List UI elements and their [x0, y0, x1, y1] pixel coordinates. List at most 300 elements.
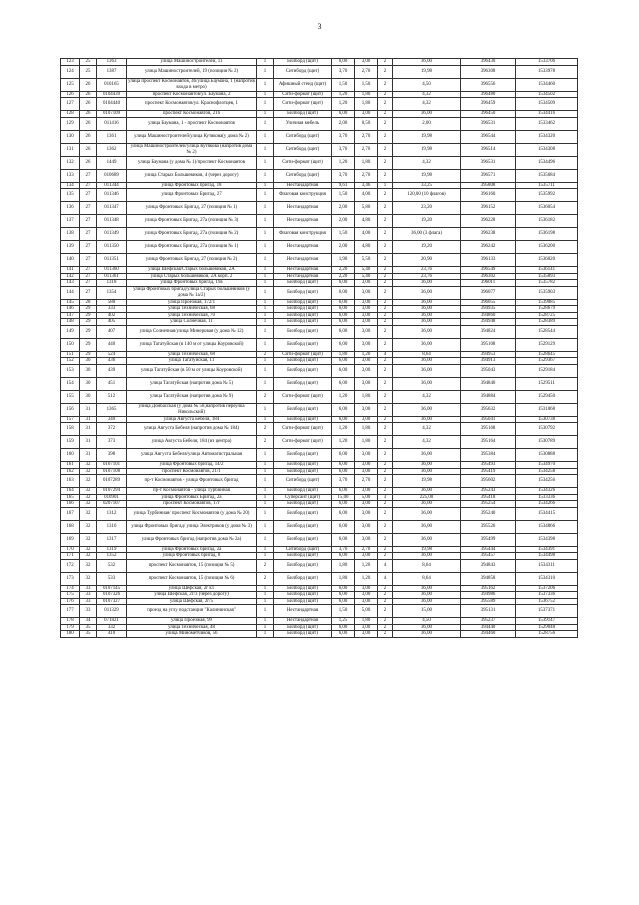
cell-structure-type: Билборд (щит)	[274, 319, 332, 326]
cell-row-number: 151	[61, 351, 80, 358]
cell-structure-id: 011346	[97, 189, 127, 202]
cell-sides-count: 1	[257, 130, 274, 143]
cell-coord-y: 1534460	[516, 78, 578, 91]
cell-row-number: 142	[61, 273, 80, 280]
cell-width: 1,20	[332, 98, 355, 111]
cell-coord-y: 1534320	[516, 130, 578, 143]
cell-row-number: 172	[61, 559, 80, 572]
cell-coord-x: 395384	[461, 449, 516, 462]
cell-structure-type: Ситиборд (щит)	[274, 143, 332, 156]
cell-width: 6,00	[332, 338, 355, 351]
cell-faces-count: 2	[378, 618, 393, 625]
cell-structure-id: 407	[97, 325, 127, 338]
cell-district-number: 27	[80, 273, 97, 280]
cell-area: 36,00	[393, 364, 461, 377]
cell-coord-y: 1533978	[516, 65, 578, 78]
cell-faces-count: 2	[378, 377, 393, 390]
cell-coord-y: 1529184	[516, 364, 578, 377]
cell-address: улица Фронтовых бригад, 2а	[127, 546, 257, 553]
cell-row-number: 171	[61, 553, 80, 560]
cell-district-number: 31	[80, 403, 97, 416]
cell-coord-y: 1534509	[516, 98, 578, 111]
cell-address: улица Минометчиков, 56	[127, 631, 257, 638]
cell-coord-x: 396152	[461, 202, 516, 215]
cell-structure-id: 402	[97, 312, 127, 319]
cell-coord-x: 395164	[461, 436, 516, 449]
cell-coord-y: 1534970	[516, 462, 578, 469]
table-row	[61, 143, 578, 156]
cell-structure-type: Нестандартная	[274, 273, 332, 280]
cell-faces-count: 2	[378, 624, 393, 631]
cell-faces-count: 1	[378, 182, 393, 189]
cell-coord-x: 395162	[461, 585, 516, 592]
cell-address: пр-т Космонавтов - улица Фронтовых бригад	[127, 475, 257, 488]
cell-faces-count: 2	[378, 403, 393, 416]
cell-address: улица Августа Бебеля, 184	[127, 416, 257, 423]
cell-structure-id: 533	[97, 572, 127, 585]
cell-sides-count: 1	[257, 78, 274, 91]
cell-area: 19,98	[393, 475, 461, 488]
cell-sides-count: 1	[257, 488, 274, 495]
cell-sides-count: 2	[257, 559, 274, 572]
cell-width: 6,00	[332, 416, 355, 423]
cell-coord-y: 1535992	[516, 189, 578, 202]
cell-district-number: 27	[80, 202, 97, 215]
cell-coord-x: 395602	[461, 475, 516, 488]
cell-district-number: 32	[80, 507, 97, 520]
cell-sides-count: 1	[257, 403, 274, 416]
cell-coord-y: 1529367	[516, 358, 578, 365]
cell-height: 3,00	[355, 338, 378, 351]
cell-height: 3,00	[355, 111, 378, 118]
cell-coord-y: 1535893	[516, 273, 578, 280]
cell-area: 36,00	[393, 306, 461, 313]
cell-faces-count: 2	[378, 267, 393, 274]
cell-width: 1,80	[332, 559, 355, 572]
cell-faces-count: 2	[378, 202, 393, 215]
cell-area: 4,32	[393, 91, 461, 98]
cell-faces-count: 2	[378, 449, 393, 462]
cell-structure-type: Нестандартная	[274, 605, 332, 618]
cell-address: улица Августа Бебеля/улица Автомагистральная	[127, 449, 257, 462]
cell-structure-id: 332	[97, 624, 127, 631]
cell-district-number: 33	[80, 585, 97, 592]
cell-area: 23,20	[393, 202, 461, 215]
cell-structure-type: Билборд (щит)	[274, 286, 332, 299]
cell-coord-y: 1530738	[516, 416, 578, 423]
cell-coord-x: 396480	[461, 91, 516, 98]
cell-area: 4,32	[393, 423, 461, 436]
cell-structure-id: 0107108	[97, 468, 127, 475]
cell-coord-y: 1536200	[516, 241, 578, 254]
cell-width: 1,80	[332, 572, 355, 585]
cell-row-number: 162	[61, 468, 80, 475]
cell-sides-count: 1	[257, 299, 274, 306]
cell-height: 2,70	[355, 475, 378, 488]
cell-area: 36,00	[393, 468, 461, 475]
cell-sides-count: 1	[257, 624, 274, 631]
cell-coord-y: 1534416	[516, 111, 578, 118]
cell-structure-type: Билборд (щит)	[274, 59, 332, 66]
cell-structure-type: Билборд (щит)	[274, 468, 332, 475]
table-row	[61, 98, 578, 111]
cell-height: 5,40	[355, 267, 378, 274]
cell-structure-type: Билборд (щит)	[274, 312, 332, 319]
cell-structure-id: 0107327	[97, 598, 127, 605]
cell-structure-type: Билборд (щит)	[274, 631, 332, 638]
cell-district-number: 26	[80, 117, 97, 130]
cell-coord-x: 394860	[461, 312, 516, 319]
cell-area: 36,00	[393, 533, 461, 546]
cell-district-number: 27	[80, 189, 97, 202]
cell-address: улица Фронтовых Бригад, 27	[127, 189, 257, 202]
cell-coord-y: 1534496	[516, 156, 578, 169]
cell-height: 4,00	[355, 189, 378, 202]
cell-structure-type: Афишный стенд (щит)	[274, 78, 332, 91]
cell-structure-type: Билборд (щит)	[274, 299, 332, 306]
cell-area: 19,98	[393, 130, 461, 143]
cell-coord-x: 396077	[461, 286, 516, 299]
cell-row-number: 150	[61, 338, 80, 351]
cell-district-number: 33	[80, 605, 97, 618]
cell-address: улица Фронтовых бригад/ улица Электриков (у дома № 3)	[127, 520, 257, 533]
cell-coord-x: 395254	[461, 501, 516, 508]
cell-structure-id: 010165	[97, 78, 127, 91]
cell-structure-id: 1449	[97, 156, 127, 169]
cell-faces-count: 2	[378, 475, 393, 488]
cell-structure-id: 0107101	[97, 462, 127, 469]
cell-row-number: 135	[61, 189, 80, 202]
cell-faces-count: 2	[378, 65, 393, 78]
cell-faces-count: 2	[378, 241, 393, 254]
cell-width: 6,00	[332, 488, 355, 495]
cell-faces-count: 2	[378, 501, 393, 508]
cell-sides-count: 1	[257, 286, 274, 299]
cell-structure-id: 011351	[97, 254, 127, 267]
table-row	[61, 572, 578, 585]
cell-structure-type: Нестандартная	[274, 254, 332, 267]
cell-address: улица Тагатуйская (напротив дома № 9)	[127, 390, 257, 403]
table-row	[61, 631, 578, 638]
table-row	[61, 254, 578, 267]
cell-structure-id: 011347	[97, 202, 127, 215]
cell-structure-type: Билборд (щит)	[274, 462, 332, 469]
cell-width: 3,70	[332, 130, 355, 143]
cell-coord-y: 1534398	[516, 533, 578, 546]
cell-coord-x: 395808	[461, 182, 516, 189]
cell-coord-x: 395444	[461, 546, 516, 553]
cell-height: 1,80	[355, 390, 378, 403]
cell-district-number: 31	[80, 436, 97, 449]
cell-faces-count: 2	[378, 98, 393, 111]
cell-height: 3,00	[355, 631, 378, 638]
cell-coord-y: 1529048	[516, 624, 578, 631]
cell-area: 19,20	[393, 215, 461, 228]
cell-width: 1,25	[332, 618, 355, 625]
cell-width: 6,00	[332, 286, 355, 299]
cell-height: 3,00	[355, 364, 378, 377]
cell-coord-x: 394840	[461, 377, 516, 390]
cell-area: 36,00	[393, 624, 461, 631]
cell-width: 6,00	[332, 364, 355, 377]
cell-sides-count: 1	[257, 520, 274, 533]
cell-structure-id: 0207107	[97, 501, 127, 508]
cell-structure-type: Билборд (щит)	[274, 280, 332, 287]
cell-sides-count: 1	[257, 254, 274, 267]
cell-faces-count: 2	[378, 228, 393, 241]
cell-faces-count: 2	[378, 605, 393, 618]
cell-width: 6,00	[332, 377, 355, 390]
cell-coord-x: 394986	[461, 592, 516, 599]
cell-coord-y: 1536182	[516, 215, 578, 228]
cell-area: 36,00	[393, 631, 461, 638]
cell-width: 1,20	[332, 156, 355, 169]
cell-sides-count: 1	[257, 338, 274, 351]
cell-address: улица Фронтовых Бригад, 2а	[127, 494, 257, 501]
cell-structure-type: Нестандартная	[274, 241, 332, 254]
cell-width: 6,00	[332, 312, 355, 319]
cell-height: 1,80	[355, 618, 378, 625]
cell-faces-count: 2	[378, 364, 393, 377]
table-row	[61, 436, 578, 449]
cell-faces-count: 2	[378, 280, 393, 287]
cell-faces-count: 3	[378, 494, 393, 501]
cell-district-number: 30	[80, 390, 97, 403]
cell-width: 2,00	[332, 215, 355, 228]
cell-height: 3,00	[355, 468, 378, 475]
cell-height: 3,00	[355, 312, 378, 319]
cell-coord-y: 1528645	[516, 351, 578, 358]
table-row	[61, 325, 578, 338]
cell-width: 1,50	[332, 605, 355, 618]
cell-structure-type: Билборд (щит)	[274, 572, 332, 585]
cell-height: 5,00	[355, 494, 378, 501]
cell-coord-x: 395526	[461, 520, 516, 533]
cell-district-number: 27	[80, 169, 97, 182]
cell-structure-type: Билборд (щит)	[274, 449, 332, 462]
cell-address: улица Баумана (у дома № 1)/проспект Космонавтов	[127, 156, 257, 169]
cell-height: 2,70	[355, 65, 378, 78]
cell-district-number: 29	[80, 351, 97, 358]
cell-height: 2,70	[355, 169, 378, 182]
cell-district-number: 32	[80, 501, 97, 508]
cell-district-number: 32	[80, 572, 97, 585]
cell-structure-type: Сити-формат (щит)	[274, 423, 332, 436]
cell-row-number: 141	[61, 267, 80, 274]
table-row	[61, 156, 578, 169]
cell-row-number: 175	[61, 592, 80, 599]
cell-area: 36,00	[393, 592, 461, 599]
cell-address: пр-т Космонавтов - улица Турбинная	[127, 488, 257, 495]
cell-width: 1,20	[332, 436, 355, 449]
cell-height: 3,00	[355, 325, 378, 338]
cell-structure-type: Билборд (щит)	[274, 111, 332, 118]
cell-structure-id: 398	[97, 449, 127, 462]
cell-address: улица Проезжая, 172/1	[127, 299, 257, 306]
cell-width: 6,00	[332, 319, 355, 326]
cell-width: 1,20	[332, 423, 355, 436]
cell-district-number: 26	[80, 143, 97, 156]
cell-coord-y: 1533462	[516, 117, 578, 130]
cell-coord-x: 396160	[461, 189, 516, 202]
cell-faces-count: 2	[378, 306, 393, 313]
cell-address: улица Фронтовых Бригад, 27а (позиция № 3)	[127, 215, 257, 228]
cell-width: 1,50	[332, 189, 355, 202]
cell-area: 36,00	[393, 59, 461, 66]
cell-sides-count: 1	[257, 189, 274, 202]
cell-faces-count: 2	[378, 169, 393, 182]
cell-address: улица Фронтовых Бригад, 27а (позиция № 2)	[127, 228, 257, 241]
cell-district-number: 31	[80, 416, 97, 423]
cell-district-number: 26	[80, 156, 97, 169]
cell-width: 6,00	[332, 598, 355, 605]
cell-sides-count: 1	[257, 475, 274, 488]
cell-width: 2,00	[332, 241, 355, 254]
cell-district-number: 33	[80, 598, 97, 605]
cell-sides-count: 1	[257, 312, 274, 319]
cell-address: улица Донбасская (у дома № 58,напротив переулка Никольский)	[127, 403, 257, 416]
cell-height: 2,70	[355, 130, 378, 143]
table-row	[61, 215, 578, 228]
cell-faces-count: 2	[378, 130, 393, 143]
cell-row-number: 166	[61, 501, 80, 508]
cell-district-number: 25	[80, 59, 97, 66]
cell-sides-count: 2	[257, 351, 274, 358]
cell-height: 3,00	[355, 592, 378, 599]
cell-coord-y: 1528544	[516, 325, 578, 338]
cell-coord-x: 394884	[461, 390, 516, 403]
cell-coord-y: 1528679	[516, 306, 578, 313]
cell-width: 1,50	[332, 78, 355, 91]
cell-faces-count: 4	[378, 559, 393, 572]
cell-coord-y: 1528756	[516, 631, 578, 638]
cell-row-number: 146	[61, 306, 80, 313]
cell-row-number: 147	[61, 312, 80, 319]
cell-structure-id: 010901	[97, 494, 127, 501]
cell-address: улица Августа Бебеля (напротив дома № 184)	[127, 423, 257, 436]
cell-row-number: 125	[61, 78, 80, 91]
cell-height: 3,00	[355, 403, 378, 416]
cell-sides-count: 1	[257, 65, 274, 78]
advertising-structures-table	[60, 58, 578, 638]
cell-coord-y: 1536141	[516, 267, 578, 274]
cell-coord-x: 394843	[461, 559, 516, 572]
cell-district-number: 29	[80, 312, 97, 319]
cell-width: 6,00	[332, 507, 355, 520]
cell-area: 19,98	[393, 65, 461, 78]
cell-coord-y: 1534308	[516, 143, 578, 156]
cell-coord-x: 395041	[461, 416, 516, 423]
cell-row-number: 130	[61, 130, 80, 143]
cell-area: 36,00	[393, 501, 461, 508]
cell-row-number: 145	[61, 299, 80, 306]
cell-area: 36,00	[393, 507, 461, 520]
cell-address: улица Шефская/Старых большевиков, 2А	[127, 267, 257, 274]
cell-coord-x: 394824	[461, 325, 516, 338]
cell-coord-x: 395240	[461, 507, 516, 520]
cell-address: улица Фронтовых бригад/улица Старых большевиков (у дома № 1а/2)	[127, 286, 257, 299]
cell-area: 36,00	[393, 319, 461, 326]
cell-height: 3,00	[355, 319, 378, 326]
cell-coord-x: 395108	[461, 338, 516, 351]
cell-sides-count: 1	[257, 267, 274, 274]
cell-address: улица проспект Космонавтов, 46/улица Баумана, 1 (напротив входа в метро)	[128, 79, 255, 90]
cell-height: 3,00	[355, 280, 378, 287]
cell-area: 33,25	[393, 182, 461, 189]
cell-coord-y: 1534310	[516, 572, 578, 585]
cell-address: проспект Космонавтов, 17г	[127, 501, 257, 508]
cell-row-number: 164	[61, 488, 80, 495]
cell-coord-y: 1535711	[516, 182, 578, 189]
cell-structure-type: Билборд (щит)	[274, 358, 332, 365]
cell-width: 2,00	[332, 117, 355, 130]
cell-coord-y: 1536020	[516, 254, 578, 267]
cell-area: 4,32	[393, 390, 461, 403]
table-row	[61, 520, 578, 533]
cell-area: 23,76	[393, 273, 461, 280]
cell-area: 36,00	[393, 520, 461, 533]
cell-faces-count: 2	[378, 319, 393, 326]
cell-address: проспект Космонавтов, 21/1	[127, 468, 257, 475]
cell-height: 3,00	[355, 449, 378, 462]
cell-row-number: 168	[61, 520, 80, 533]
cell-row-number: 160	[61, 449, 80, 462]
cell-width: 6,00	[332, 520, 355, 533]
cell-structure-id: 1361	[97, 130, 127, 143]
cell-coord-x: 396133	[461, 254, 516, 267]
cell-coord-x: 394460	[461, 631, 516, 638]
cell-sides-count: 1	[257, 143, 274, 156]
cell-address: улица Тагатуйская, 11	[127, 358, 257, 365]
cell-structure-id: 0104439	[97, 91, 127, 98]
cell-district-number: 34	[80, 618, 97, 625]
cell-address: улица Баумана, 1 - проспект Космонавтов	[127, 117, 257, 130]
cell-faces-count: 2	[378, 215, 393, 228]
cell-height: 5,00	[355, 605, 378, 618]
cell-width: 6,00	[332, 358, 355, 365]
cell-address: улица Техническая, 68	[127, 351, 257, 358]
cell-height: 0,50	[355, 117, 378, 130]
cell-coord-x: 396459	[461, 98, 516, 111]
cell-structure-id: 011329	[97, 605, 127, 618]
cell-structure-type: Билборд (щит)	[274, 585, 332, 592]
cell-row-number: 127	[61, 98, 80, 111]
cell-address: улица Шефская, 2г/3 (через дорогу)	[127, 592, 257, 599]
table-row	[61, 559, 578, 572]
cell-row-number: 136	[61, 202, 80, 215]
cell-sides-count: 2	[257, 423, 274, 436]
cell-coord-y: 1534266	[516, 501, 578, 508]
cell-area: 36,00	[393, 111, 461, 118]
cell-sides-count: 1	[257, 215, 274, 228]
cell-width: 6,00	[332, 585, 355, 592]
cell-structure-id: 405	[97, 319, 127, 326]
cell-structure-type: Билборд (щит)	[274, 416, 332, 423]
cell-width: 3,70	[332, 546, 355, 553]
cell-row-number: 134	[61, 182, 80, 189]
cell-district-number: 32	[80, 475, 97, 488]
cell-width: 6,00	[332, 631, 355, 638]
cell-coord-y: 1536198	[516, 228, 578, 241]
cell-width: 6,00	[332, 59, 355, 66]
table-row	[61, 533, 578, 546]
cell-height: 1,80	[355, 156, 378, 169]
cell-structure-id: 0107109	[97, 111, 127, 118]
cell-height: 1,80	[355, 98, 378, 111]
cell-row-number: 178	[61, 618, 80, 625]
cell-row-number: 128	[61, 111, 80, 118]
cell-district-number: 27	[80, 228, 97, 241]
